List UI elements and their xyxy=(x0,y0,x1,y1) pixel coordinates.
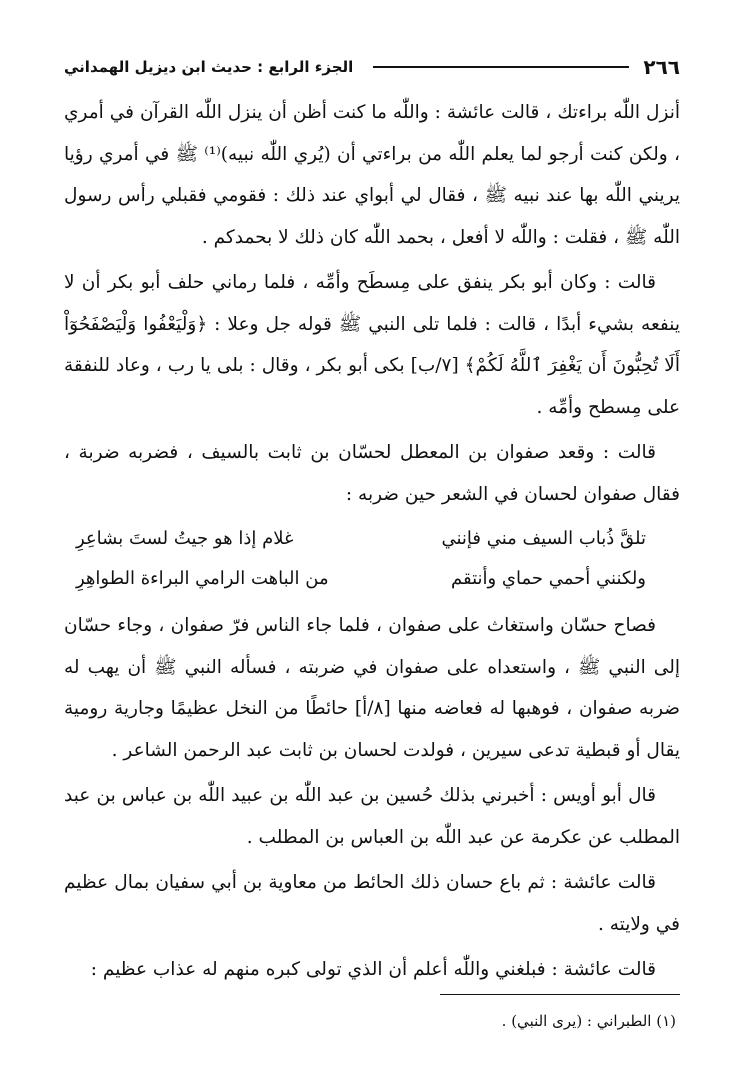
poem-verse xyxy=(76,519,646,559)
poem xyxy=(76,519,646,599)
paragraph: فصاح حسّان واستغاث على صفوان ، فلما جاء الناس فرّ صفوان ، وجاء حسّان إلى النبي ﷺ ، واستعداه على صفوان في ضربته ، فسأله النبي ﷺ أن يهب له ضربه صفوان ، فوهبها له فعاضه منها [٨/أ] حائطًا من النخل عظيمًا وجارية رومية يقال أو قبطية تدعى سيرين ، فولدت لحسان بن ثابت عبد الرحمن الشاعر . xyxy=(64,615,680,761)
footnote-rule xyxy=(440,994,680,995)
header-rule xyxy=(373,66,629,68)
page-header xyxy=(64,50,680,84)
paragraph: أنزل اللّٰه براءتك ، قالت عائشة : واللّٰه ما كنت أظن أن ينزل اللّٰه القرآن في أمري ، ولكن كنت أرجو لما يعلم اللّٰه من براءتي أن (يُري اللّٰه نبيه)⁽¹⁾ ﷺ في أمري رؤيا يريني اللّٰه بها عند نبيه ﷺ ، فقال لي أبواي عند ذلك : فقومي فقبلي رأس رسول اللّٰه ﷺ ، فقلت : واللّٰه لا أفعل ، بحمد اللّٰه كان ذلك لا بحمدكم . xyxy=(64,102,680,248)
paragraph: قالت عائشة : فبلغني واللّٰه أعلم أن الذي تولى كبره منهم له عذاب عظيم : xyxy=(90,959,656,980)
paragraph: قالت : وقعد صفوان بن المعطل لحسّان بن ثابت بالسيف ، فضربه ضربة ، فقال صفوان لحسان في الشعر حين ضربه : xyxy=(64,442,680,505)
poem-hemistich: غلام إذا هو جيتُ لستَ بشاعِرِ xyxy=(76,528,294,549)
running-title: الجزء الرابع : حديث ابن ديزيل الهمداني xyxy=(64,58,354,76)
paragraph: قالت عائشة : ثم باع حسان ذلك الحائط من معاوية بن أبي سفيان بمال عظيم في ولايته . xyxy=(64,872,680,935)
footnote: (١) الطبراني : (يرى النبي) . xyxy=(501,1012,676,1030)
poem-verse xyxy=(76,559,646,599)
poem-hemistich: تلقَّ ذُباب السيف مني فإنني xyxy=(441,528,646,549)
page-number: ٢٦٦ xyxy=(643,55,680,79)
poem-hemistich: من الباهت الرامي البراءة الطواهِرِ xyxy=(76,568,329,589)
poem-hemistich: ولكنني أحمي حماي وأنتقم xyxy=(450,568,646,589)
main-text xyxy=(64,92,680,995)
paragraph: قال أبو أويس : أخبرني بذلك حُسين بن عبد اللّٰه بن عبيد اللّٰه بن عباس بن عبد المطلب عن عكرمة عن عبد اللّٰه بن العباس بن المطلب . xyxy=(64,785,680,848)
paragraph: قالت : وكان أبو بكر ينفق على مِسطَح وأمِّه ، فلما رماني حلف أبو بكر أن لا ينفعه بشيء أبدًا ، قالت : فلما تلى النبي ﷺ قوله جل وعلا : ﴿وَلْيَعْفُوا وَلْيَصْفَحُوٓاْ أَلَا تُحِبُّونَ أَن يَغْفِرَ ٱللَّهُ لَكُمْ﴾ [٧/ب] بكى أبو بكر ، وقال : بلى يا رب ، وعاد للنفقة على مِسطح وأمِّه . xyxy=(64,272,680,418)
